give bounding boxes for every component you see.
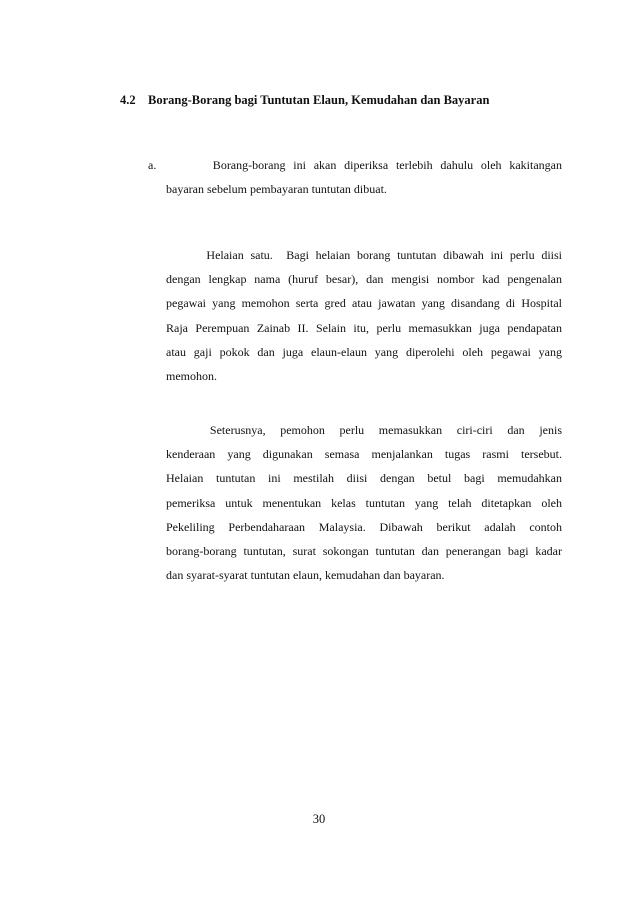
- paragraph-line: borang-borang tuntutan, surat sokongan tuntutan dan penerangan bagi kadar: [166, 544, 562, 559]
- paragraph-line: Pekeliling Perbendaharaan Malaysia. Dibawah berikut adalah contoh: [166, 519, 562, 534]
- item-marker: a.: [148, 158, 157, 172]
- paragraph-line: Seterusnya, pemohon perlu memasukkan ciri-ciri dan jenis: [166, 423, 562, 437]
- paragraph-seterusnya: [166, 418, 562, 587]
- paragraph-line: Borang-borang ini akan diperiksa terlebih dahulu oleh kakitangan: [166, 158, 562, 172]
- paragraph-a: [166, 153, 562, 201]
- paragraph-helaian-satu: [166, 243, 562, 388]
- paragraph-line: Helaian tuntutan ini mestilah diisi dengan betul bagi memudahkan: [166, 471, 562, 486]
- section-heading: [120, 93, 489, 108]
- paragraph-line: pemeriksa untuk menentukan kelas tuntutan yang telah ditetapkan oleh: [166, 495, 562, 510]
- paragraph-line: dengan lengkap nama (huruf besar), dan mengisi nombor kad pengenalan: [166, 272, 562, 287]
- paragraph-line: kenderaan yang digunakan semasa menjalankan tugas rasmi tersebut.: [166, 447, 562, 462]
- paragraph-line: memohon.: [166, 369, 217, 384]
- paragraph-line: Raja Perempuan Zainab II. Selain itu, perlu memasukkan juga pendapatan: [166, 320, 562, 335]
- section-title: Borang-Borang bagi Tuntutan Elaun, Kemudahan dan Bayaran: [148, 93, 490, 107]
- paragraph-line: dan syarat-syarat tuntutan elaun, kemudahan dan bayaran.: [166, 568, 445, 583]
- section-number: 4.2: [120, 93, 136, 107]
- paragraph-line: atau gaji pokok dan juga elaun-elaun yang diperolehi oleh pegawai yang: [166, 344, 562, 359]
- paragraph-line: pegawai yang memohon serta gred atau jawatan yang disandang di Hospital: [166, 296, 562, 311]
- page-number: 30: [312, 812, 326, 826]
- paragraph-line: bayaran sebelum pembayaran tuntutan dibuat.: [166, 182, 387, 197]
- paragraph-line: Helaian satu. Bagi helaian borang tuntutan dibawah ini perlu diisi: [166, 248, 562, 262]
